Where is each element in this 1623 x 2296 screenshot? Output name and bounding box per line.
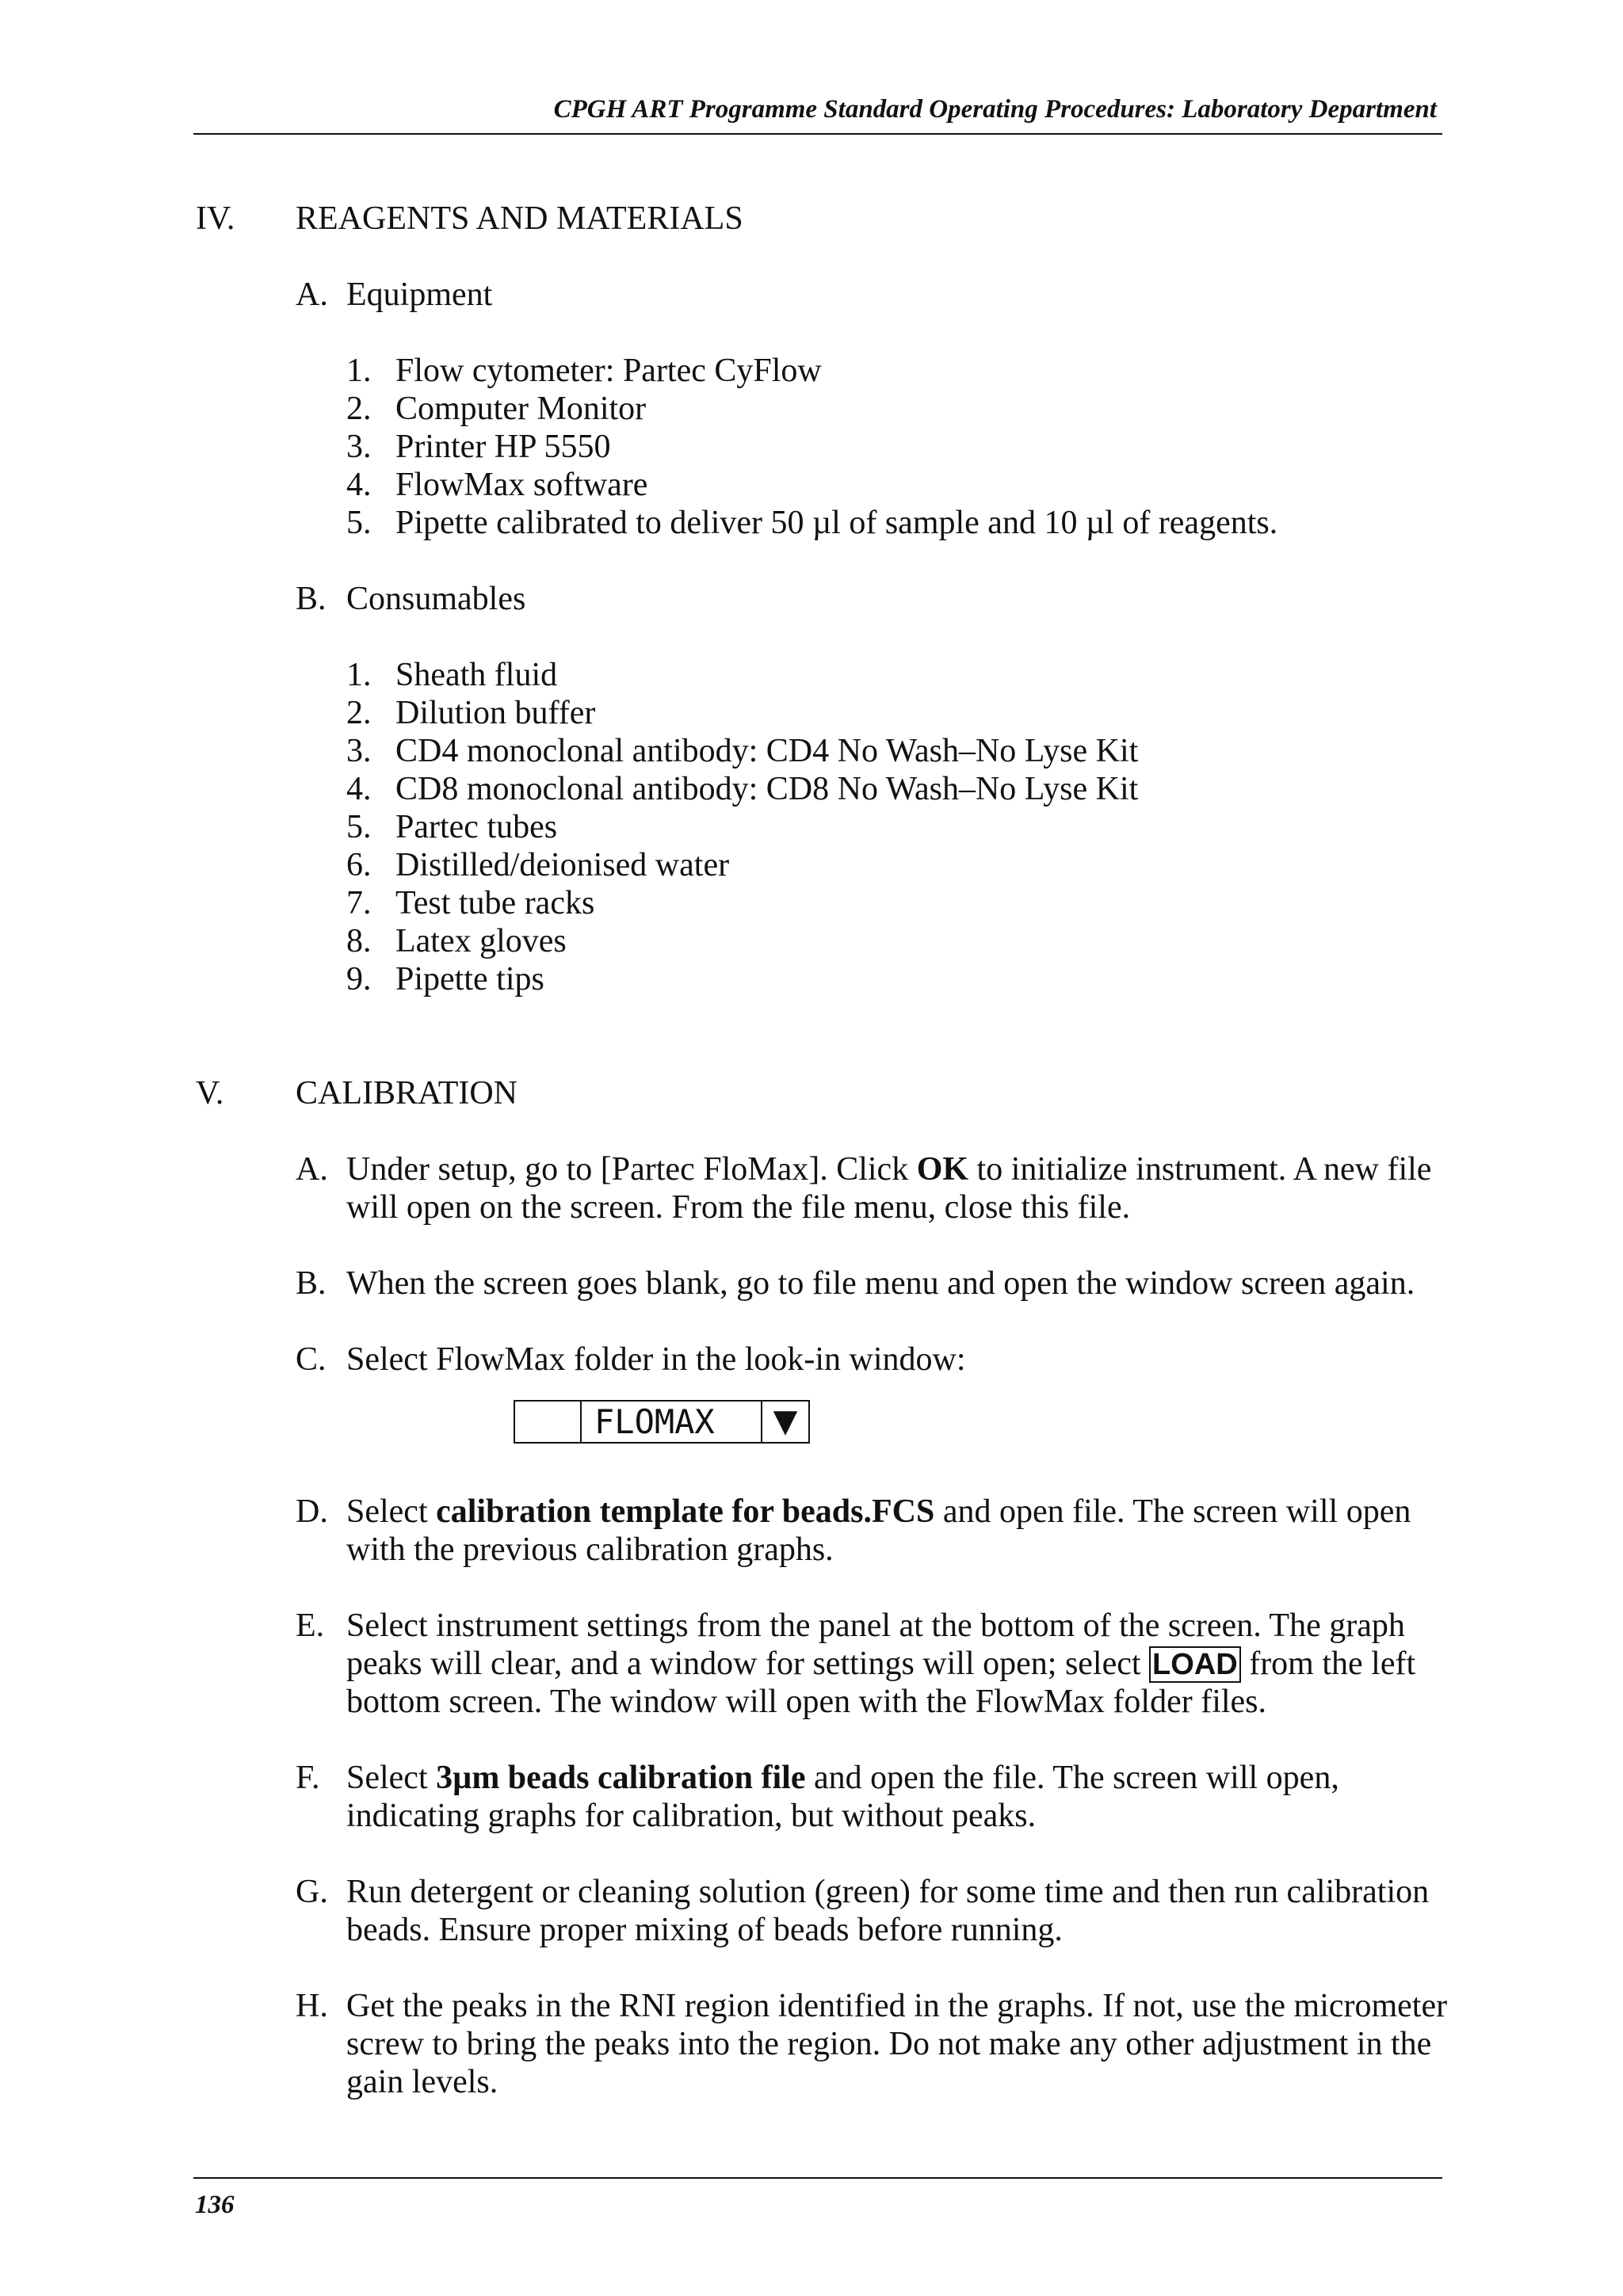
list-item-number: 2. [346,391,372,427]
list-item: Latex gloves [395,923,567,959]
equipment-letter: A. [296,277,328,313]
list-item: Test tube racks [395,885,595,921]
list-item: Flow cytometer: Partec CyFlow [395,353,822,389]
step-c-text: Select FlowMax folder in the look-in window: [346,1341,966,1378]
step-a-letter: A. [296,1151,328,1188]
footer-rule [193,2177,1442,2179]
list-item: Sheath fluid [395,657,558,693]
list-item: Pipette tips [395,961,544,997]
step-b-letter: B. [296,1265,327,1302]
list-item: Partec tubes [395,809,558,845]
ok-emphasis: OK [916,1151,969,1188]
list-item-number: 2. [346,695,372,731]
step-g-text: Run detergent or cleaning solution (green) for some time and then run calibration beads. Ensure proper mixing of beads before running. [346,1874,1430,1948]
list-item: Computer Monitor [395,391,647,427]
list-item-number: 6. [346,847,372,883]
page-number: 136 [195,2191,235,2219]
dropdown-arrow-icon[interactable]: ▼ [773,1403,798,1440]
section-iv-number: IV. [196,200,235,237]
step-h-text: Get the peaks in the RNI region identified in the graphs. If not, use the micrometer screw to bring the peaks into the region. Do not make any other adjustment in the gain levels. [346,1988,1448,2100]
list-item: FlowMax software [395,467,648,503]
list-item: Printer HP 5550 [395,429,611,465]
step-e-text: Select instrument settings from the panel at the bottom of the screen. The graph peaks will clear, and a window for settings will open; select LOAD from the left bottom screen. The window will open with the FlowMax folder files. [346,1608,1416,1720]
consumables-letter: B. [296,581,327,617]
list-item: CD8 monoclonal antibody: CD8 No Wash–No Lyse Kit [395,771,1139,807]
list-item: Distilled/deionised water [395,847,730,883]
step-a-text: Under setup, go to [Partec FloMax]. Click OK to initialize instrument. A new file will open on the screen. From the file menu, close this file. [346,1151,1432,1226]
consumables-heading: Consumables [346,581,526,617]
list-item: CD4 monoclonal antibody: CD4 No Wash–No Lyse Kit [395,733,1139,769]
step-c-letter: C. [296,1341,327,1378]
step-h-letter: H. [296,1988,328,2024]
step-f-letter: F. [296,1760,320,1796]
list-item-number: 8. [346,923,372,959]
step-f-text: Select 3µm beads calibration file and open the file. The screen will open, indicating graphs for calibration, but without peaks. [346,1760,1339,1834]
list-item-number: 3. [346,429,372,465]
step-b-text: When the screen goes blank, go to file menu and open the window screen again. [346,1265,1415,1302]
step-d-text: Select calibration template for beads.FCS and open file. The screen will open with the previous calibration graphs. [346,1493,1411,1568]
header-rule [193,133,1442,135]
beads-filename: 3µm beads calibration file [436,1760,806,1796]
list-item-number: 5. [346,505,372,541]
list-item: Pipette calibrated to deliver 50 µl of sample and 10 µl of reagents. [395,505,1278,541]
list-item-number: 4. [346,467,372,503]
list-item-number: 1. [346,657,372,693]
section-iv-title: REAGENTS AND MATERIALS [296,200,743,237]
look-in-dropdown[interactable] [514,1400,810,1444]
list-item-number: 4. [346,771,372,807]
list-item: Dilution buffer [395,695,596,731]
list-item-number: 9. [346,961,372,997]
step-g-letter: G. [296,1874,328,1910]
section-v-title: CALIBRATION [296,1075,517,1112]
running-header: CPGH ART Programme Standard Operating Procedures: Laboratory Department [553,95,1437,124]
step-e-letter: E. [296,1608,325,1644]
step-d-letter: D. [296,1493,328,1530]
section-v-number: V. [196,1075,224,1112]
load-button[interactable]: LOAD [1149,1646,1241,1683]
list-item-number: 3. [346,733,372,769]
look-in-value: FLOMAX [582,1402,762,1442]
list-item-number: 7. [346,885,372,921]
equipment-heading: Equipment [346,277,493,313]
look-in-folder-slot [515,1402,582,1442]
list-item-number: 5. [346,809,372,845]
template-filename: calibration template for beads.FCS [436,1493,935,1530]
list-item-number: 1. [346,353,372,389]
